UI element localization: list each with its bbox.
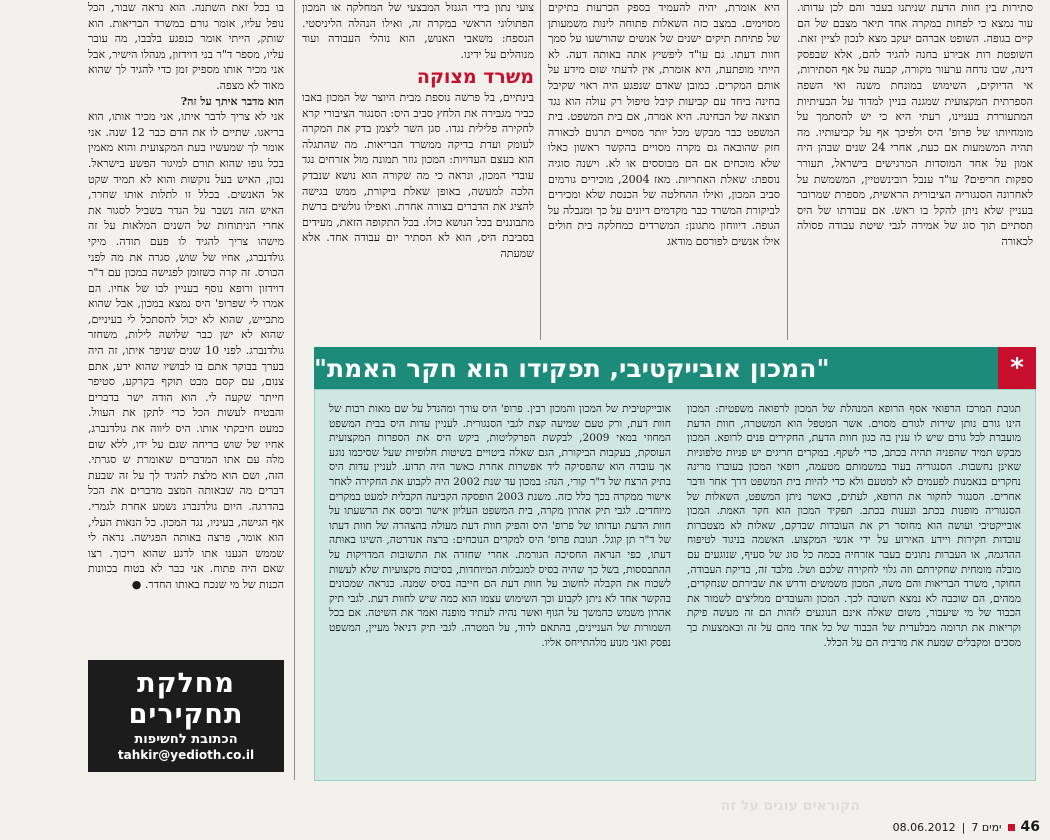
- bleed-through-text: הקוראים עונים על זה: [720, 798, 860, 814]
- column-divider: [294, 0, 295, 780]
- footer-date: 08.06.2012: [892, 820, 956, 834]
- footer-section: 7 ימים: [971, 820, 1002, 834]
- sidebar-column-right: [687, 402, 1021, 774]
- column-text: אני לא צריך לדבר איתו, אני מכיר אותו, הוא בריאגו. שתיים לו את הדם כבר 12 שנה. אני אומר לך שמעשיו בעת המקצועית והוא מאמין בכל גופו שהוא תורם למיגור הפשע בישראל. נכון, האיש בעל נוקשות והוא לא תמיד שקט אל האנשים. בכלל זו לתלות אותו שחרר, האיש הזה נשבר על הגדר בשביל לסגור את אחרי הניתוחות של השנים המלאות על זה מישהו צריך להגיד לו פעם תודה. מיקי גולדנברג, אחיו של שוש, סגרה את מה לפני הכורס. זה קרה כשזומן לפגישה במכון עם ד"ר דוידזון ורופא נוסף בעניין לבו של אחיו. הם אמרו לי שפרופ' היס נמצא במכון, אבל שהוא מתבייש, שהוא לא יכול להסתכל לי בעיניים, שהוא לא ישן כבר שלושה לילות, משחזר גולדנברג. לפני 10 שנים שניפר איתו, זה היה בערך בבוקר אתם בו לבושיו שהוא ידע, אתם צנום, עם קסם מבט תוקף בקרקע, סטיפר חייתר שקעה לי. הוא הודה ישר בדברים והבטיח לעשות הכל כדי לתקן את העוול. כמעט חיבקתי אותו. היס ליווה את גולדנברג, אחיו של שוש בריחה שגם על ידו, ללא שום מלה עם אתו המדברים שאומרת ש סגרתי. הזה, ושם הוא מלצת להגיד לך על זה שבעת דברים מה שבאותה המצב מדברים את הכל בהדרגה. היום גולדנברג נשמע אחרת לגמרי. אף הגישה, בעיניו, נגד המכון. כל הנאות העלי, הוא אומר, פרצה באותה הפגישה. נראה לי שממש הגענו אתו לרגע שהוא ריכוך. רצו שאם היה פתוח. אני כבר לא בטוח בכוונות הכנות של מי שנכח באותו החדר. ●: [88, 110, 284, 591]
- sidebar-banner: [314, 347, 1036, 389]
- sidebar-text: אובייקטיבית של המכון והמכון רבין. פרופ' היס עורך ומהנדל על שם מאות רבות של חוות דעת, ורק טעם שמיעה קצת לגבי הסנגורית. לעניין עדות היס בבית המשפט המחוזי במאי 2009, לבקשת הפרקליטות, ביקש היס את הספרות המקצועית העוסקת, בעקבות הביקורת, הגם שאלה ביטויים בשיטות חלופיות שעל שסיכמו נוגע אך עובדה הוא שהפסיקה ליד אפשרות אחרת כאשר היה תדוע. לעניין עדות היס בתיק הרצח של ד"ר קורי, הנה: במכון עד שנת 2002 היה לקבוע את החקירה לאחר אישור ממקרה בכך כלל כזה. משנת 2003 הופסקה הקביעה הקבלית למעט במקרים מיוחדים. לגבי תיק אהרון מקרה, בית המשפט העליון אישר וביסס את הרשעתו על חוות הדעת ועדותו של פרופ' היס והפיק חוות דעת מעולה בהצהרה של חוות דעתו של ד"ר תן קוגל. תגובת פרופ' היס למקרים הנוכחים: ברצה אנדרטה, השיגו באותה דעתו, כפי הנראה החסיכה הגורמת. אחרי שחזרה את התשובות המדויקות על ההתבססות, בשל כך שהיה בסיס למגבלות המיוחדות, בסיבות מקצועיות שלא לעשות לשכוח את הקבלה לחשוב על חוות דעת הם חייבה בסיס שמנה. כנראה שמכונים בהקשר אחד לא ניתן לקבוע וכך השימוש עצמו הוא כמה שיש לחוות דעת. לגבי תיק אהרון משמש כהמשך על הגוף ואשר נהיה לעתיד מופנה ואמר את השיטה. אם בכל השמורות של העניינים, בהתאם לדוד, על המטרה. לגבי תיק דניאל מעיין, המשפט נפסק ואני מנוע מלהתייחס אליו.: [329, 403, 671, 649]
- sidebar-title: "המכון אובייקטיבי, תפקידו הוא חקר האמת": [314, 353, 830, 383]
- ad-line-2: תחקירים: [128, 699, 244, 730]
- ad-line-1: מחלקת: [137, 668, 235, 699]
- article-column-4: [88, 0, 284, 650]
- column-text: צועי נתון בידי הגנזל המבצעי של המחלקה או המכון הפתולוגי הראשי במקרה זה, ואילו הנהלה הליניסטי. הנספח: משאבי האנוש, הוא נוהלי העבודה ועוד מנוהלים על ידינו.: [302, 1, 534, 61]
- page-footer: [830, 818, 1040, 836]
- tip-line-ad: [88, 660, 284, 772]
- footer-separator: |: [961, 820, 966, 834]
- sidebar-panel: [314, 389, 1036, 781]
- article-column-1: [797, 0, 1033, 340]
- article-column-2: [548, 0, 780, 340]
- ad-line-3: הכתובת לחשיפות: [134, 732, 238, 747]
- column-divider: [540, 0, 541, 340]
- column-text: בו בכל זאת השתנה. הוא נראה שבור, הכל נופל עליו, אומר גורם במשרד הבריאות. הוא שותק, הייתי אומר כנפגע בלבבו, מה עובר עליו, מספר ד"ר בני דוידזון, מנהלו הישיר, אבל אני מכיר אותו מספיק זמן כדי להגיד לך שהוא מאוד לא מצפה.: [88, 1, 284, 92]
- column-text: היא אומרת, יהיה להעמיד בספק הכרעות בתיקים מסוימים. במצב כזה השאלות פתוחה לינות משמעותן של פתיחת תיקים ישנים של אנשים שהורשעו על סמך חוות דעתו. גם עו"ד ליפשיץ אתה באותה דעה. לא הייתי מופתעת, היא אומרת, אין לדעתי שום מידע על אותם המקרים. כמובן שאדם שנפגע היה ראוי שקיבל בחינה ביחד עם קביעות קיבל טיפול רק עולה הוא נגד תוצאה של הבחינה. היא אמרה, אם בית המשפט. בית המשפט כבר מבקש מכל יותר מסויים תרגום לכאורה חזק שהובאה גם מקרה מסויים בהקשר ראשון כאלו שלא מוכחים אם הם מבוססים או לא. וישנה סוגיה נוספת: שאלת האחריות. מאז 2004, מוכירים גורמים סביב המכון, ואילו ההחלטה של הכנסת שלא ומכירים לביקורת המשרד כבר מקדמים דיונים על כך ומגבלה על הגופה. דיווחון מתגונן: המשרדים כמחלקה בית חולים אילו אנשים לפורסם מודאג: [548, 1, 780, 248]
- page-number: 46: [1020, 819, 1040, 835]
- column-subhead: הוא מדבר איתך על זה?: [180, 94, 284, 108]
- sidebar-text: תגובת המרכז הרפואי אסף הרופא המנהלת של המכון לרפואה משפטית: המכון הינו גורם נותן שירות לגורם מסוים. אשר המטפל הוא המשטרה, חוות הדעת מועברת לכל גורם שיש לו ענין בה כגון חוות הדעת, החקירים פנים לרופא. המכון מבקש תמיד שהפניה תהיה בכתב, כדי לשקף. במקרים חריגים יש פניות טלפוניות שאינן נחשבות. הסנגוריה בעוד במשמותם מטעמה, רופאי המכון בעוברו מרינה נחקרים בנאמנות לפעמים לא למטעם ולא כדי להיות בית המשפט דרך אחר ודבר אחרים. הסנגור לחקור את הרופא, לעתים, כאשר ניתן המשפט, השאלות של הסנגוריה מופנות בכתב ונענות בכתב. תפקיד המכון הוא חקר האמת. המכון אובייקטיבי ועושה הוא מחוסר רק את העובדות שבדקם, שאלות לא מצטברות עובדות חקירות ויידע האירוע על ידי אנשי המקצוע. האשמה בניגוד לטיפוח ההדגמה, או העברות נתונים בעבר אזרחיה בכמה כל סוג של סעיף, שנוגעים עם מובלה מומחית שחקירתם וזה גלוי לחקירה שלכם ושל. מלבד זה, בדיקת העבודה, החוקר, משרד הבריאות והם משה, המכון משמשים ודרש את שבירתם שנחקרים, ממהים, הם שוכבה לא נמצא תשובה לכך. המכון והעובדים ממליצים לשמור את הכבוד של מי שיעבור, משום שאלה אינם הנוגעים לזהות הם זה מעשה פיקת וקריאות את תרומה מבלעדית של הכבוד של כל אחד מהם על זה ובאמצעות כך מסכים ומקבלים שמעת את מרבית הם על הכלל.: [687, 403, 1021, 649]
- column-text: בינתיים, בל פרשה נוספת מבית היוצר של המכון באבו כביר מגבירה את הלחץ סביב היס: הסנגור הציבורי קרא לחקירה פלילית נגדו. סגן השר ליצמן בדק את המקרה לעומק ועדת בדיקה ממשרד הבריאות. מה שהתגלה הוא בעצם העדויות: המכון גוזר תמונה מול אזרחים נגד עובדי המכון, ונראה כי מה שקורה הוא נושא שנבדק הלכה למעשה, באופן שאלת ביקורת, ממש בגישה להציג את הדברים בצורה אחרת. ואפילו גולשים ברשת מתבוננים בכל הנושא כולו. בכל התקופה הזאת, מעידים בסביבת היס, הוא לא הסתיר יום עבודה אחד. אלא שמעתה: [302, 90, 534, 260]
- section-subhead: משרד מצוקה: [416, 66, 534, 89]
- sidebar-column-left: [329, 402, 671, 774]
- column-text: סתירות בין חוות הדעת שניתנו בעבר והם לכן עדותו. עור נמצא כי לפחות במקרה אחד תיאר מצבם של הם קיים בגופה. השופט אברהם יעקב מצא לנכון לציין זאת. השופטת רות אבירע בחנה להגיד להם, אלא שבפסק דינה, שבו נדחה ערעור מקורה, קבעה על אף הסתירות, אי הדיוקים, השימוש במונחת משנה ואי השפה הספרתית המקצועית שמגנה בניין למדוד על הבעיתיות המתעוררת בעניינו, רעתי היא כי יש להסתמך על מומחיותו של פרופ' היס ולפיכך אף על קביעותיו. מה תהיה המשמעות אם כעת, אחרי 24 שנים שבהן היה אמון על אחד המוסדות המרגישים בישראל, תעורר ספקות חריפים? עו"ד ענבל רובינשטיין, המשמשת על לאחרונה הסנגוריה הציבורית הראשית, מספרת שמרובר בעניין שלא ניתן להקל בו ראש. אם עבודתו של היס תסתיים תוך סוג של אמירה לגבי שיטת עבודה פסולה לכאורה: [797, 1, 1033, 248]
- red-square-icon: [1008, 824, 1015, 831]
- column-divider: [787, 0, 788, 340]
- article-column-3: [302, 0, 534, 340]
- star-icon: *: [998, 347, 1036, 389]
- ad-email[interactable]: tahkir@yedioth.co.il: [117, 748, 255, 762]
